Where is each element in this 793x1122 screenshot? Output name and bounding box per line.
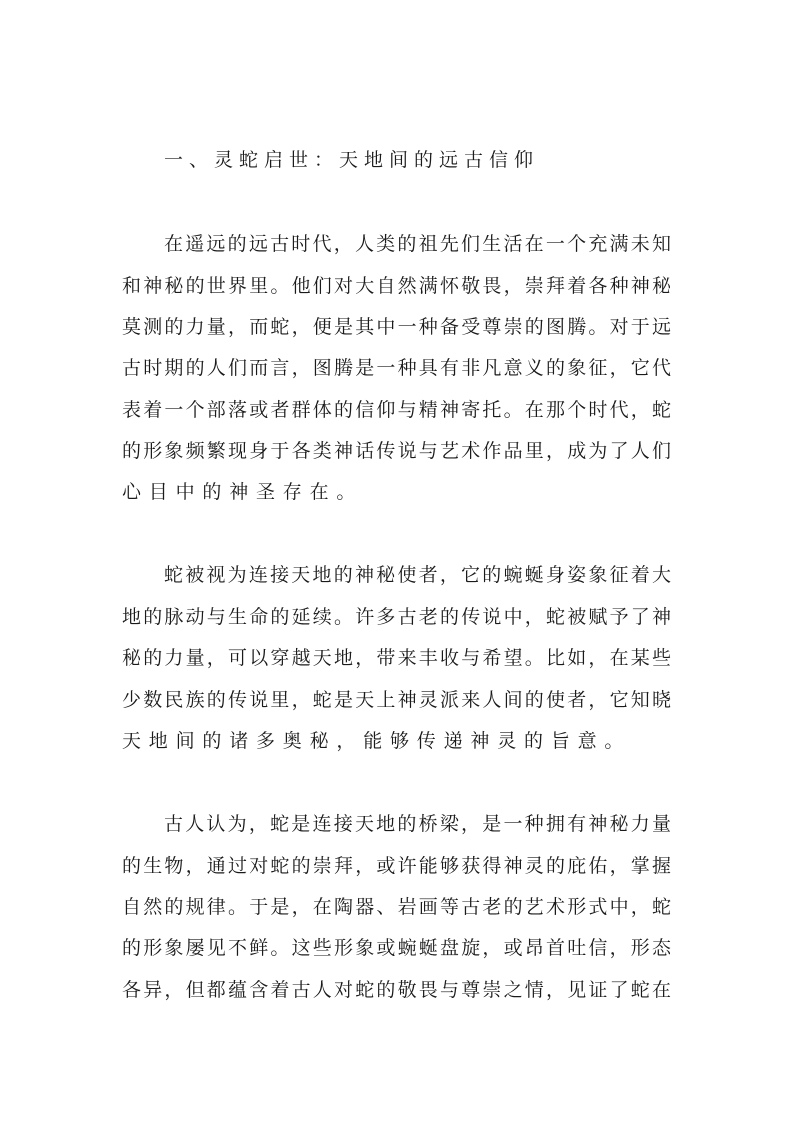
paragraph-line: 蛇被视为连接天地的神秘使者，它的蜿蜒身姿象征着大: [164, 564, 671, 586]
paragraph-line: 在遥远的远古时代，人类的祖先们生活在一个充满未知: [164, 233, 671, 255]
paragraph-line: 少数民族的传说里，蛇是天上神灵派来人间的使者，它知晓: [122, 689, 671, 711]
paragraph-line: 古时期的人们而言，图腾是一种具有非凡意义的象征，它代: [122, 357, 671, 379]
paragraph-line: 各异，但都蕴含着古人对蛇的敬畏与尊崇之情，见证了蛇在: [122, 979, 671, 1001]
paragraph-line: 自然的规律。于是，在陶器、岩画等古老的艺术形式中，蛇: [122, 896, 671, 918]
paragraph-line: 心目中的神圣存在。: [122, 481, 364, 503]
paragraph-line: 的生物，通过对蛇的崇拜，或许能够获得神灵的庇佑，掌握: [122, 855, 671, 877]
paragraph-line: 天地间的诸多奥秘，能够传递神灵的旨意。: [122, 730, 632, 752]
paragraph-line: 的形象频繁现身于各类神话传说与艺术作品里，成为了人们: [122, 440, 671, 462]
paragraph-line: 和神秘的世界里。他们对大自然满怀敬畏，崇拜着各种神秘: [122, 275, 671, 297]
paragraph-line: 表着一个部落或者群体的信仰与精神寄托。在那个时代，蛇: [122, 399, 671, 421]
paragraph-line: 地的脉动与生命的延续。许多古老的传说中，蛇被赋予了神: [122, 606, 671, 628]
paragraph-line: 秘的力量，可以穿越天地，带来丰收与希望。比如，在某些: [122, 647, 671, 669]
paragraph-line: 古人认为，蛇是连接天地的桥梁，是一种拥有神秘力量: [164, 813, 671, 835]
paragraph-line: 莫测的力量，而蛇，便是其中一种备受尊崇的图腾。对于远: [122, 316, 671, 338]
paragraph-line: 的形象屡见不鲜。这些形象或蜿蜒盘旋，或昂首吐信，形态: [122, 937, 671, 959]
section-heading: 一、灵蛇启世：天地间的远古信仰: [164, 149, 540, 171]
